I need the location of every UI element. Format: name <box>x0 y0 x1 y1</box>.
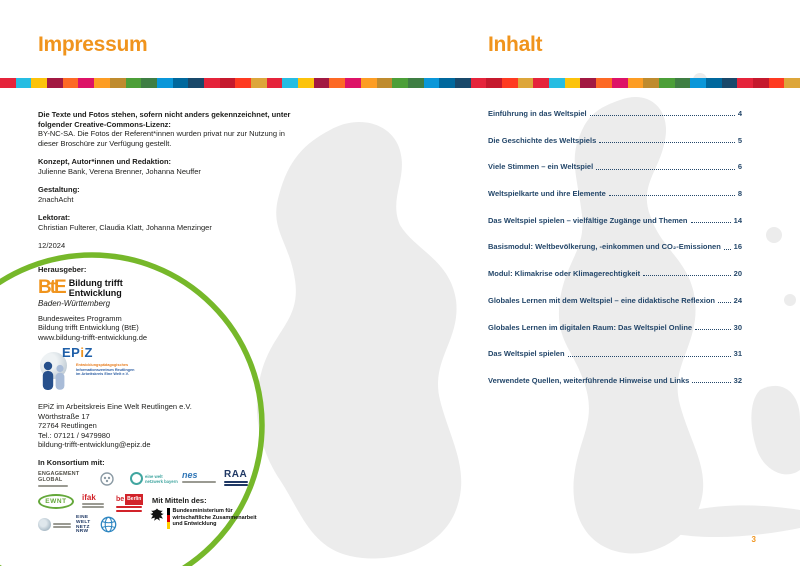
stripe-segment <box>204 78 220 88</box>
globe-subtext-1 <box>53 523 71 525</box>
bmz-ministry-name <box>173 508 257 528</box>
stripe-segment <box>78 78 94 88</box>
consortium-logos <box>38 470 320 548</box>
engagement-global-line1: ENGAGEMENT <box>38 471 80 477</box>
sdg-color-stripe <box>0 78 800 88</box>
stripe-segment <box>220 78 236 88</box>
license-body <box>38 129 320 148</box>
stripe-segment <box>737 78 753 88</box>
toc-entry[interactable] <box>488 136 742 146</box>
toc-entry[interactable] <box>488 109 742 119</box>
license-body-line: BY-NC-SA. Die Fotos der Referent*innen wurden privat nur zur Nutzung in <box>38 129 285 138</box>
toc-leader-dots <box>695 329 731 330</box>
stripe-segment <box>424 78 440 88</box>
stripe-segment <box>706 78 722 88</box>
stripe-segment <box>533 78 549 88</box>
bte-logo <box>38 279 320 298</box>
stripe-segment <box>282 78 298 88</box>
epiz-subtext-line: im Arbeitskreis Eine Welt e.V. <box>76 372 129 377</box>
engagement-global-line2: GLOBAL <box>38 477 63 483</box>
mini-globe-icon <box>38 518 51 531</box>
license-body-line: dieser Broschüre zur Verfügung gestellt. <box>38 138 172 148</box>
toc-entry-label: Das Weltspiel spielen – vielfältige Zugänge und Themen <box>488 215 688 225</box>
federal-eagle-icon <box>150 508 164 521</box>
toc-entry[interactable] <box>488 296 742 306</box>
toc-entry-label: Die Geschichte des Weltspiels <box>488 135 597 145</box>
toc-leader-dots <box>590 115 735 116</box>
credits <box>38 157 320 232</box>
toc-entry[interactable] <box>488 216 742 226</box>
ministry-line: wirtschaftliche Zusammenarbeit <box>172 514 257 521</box>
credit-item <box>38 157 320 176</box>
bte-name-line1: Bildung trifft <box>68 278 123 288</box>
network-globe-icon <box>100 516 117 533</box>
credit-label: Lektorat: <box>38 213 71 222</box>
stripe-segment <box>690 78 706 88</box>
credit-item <box>38 213 320 232</box>
epiz-logo-text <box>62 345 93 360</box>
license-intro <box>38 110 320 129</box>
epiz-abbr-i: i <box>80 345 85 360</box>
toc-leader-dots <box>692 382 730 383</box>
toc-entry-page: 31 <box>733 349 742 359</box>
toc-leader-dots <box>596 169 735 170</box>
toc-entry-page: 14 <box>733 215 742 225</box>
toc-entry-label: Basismodul: Weltbevölkerung, -einkommen und CO₂-Emissionen <box>488 242 721 252</box>
bte-program-line: Bundesweites Programm <box>38 313 122 323</box>
stripe-segment <box>612 78 628 88</box>
nrw-word: NRW <box>76 529 89 535</box>
globe-subtext-2 <box>53 526 71 528</box>
epiz-abbr-ep: EP <box>62 345 81 360</box>
consortium-label: In Konsortium mit: <box>38 457 105 467</box>
toc-leader-dots <box>599 142 735 143</box>
stripe-segment <box>251 78 267 88</box>
berlin-subtext-2 <box>116 510 142 512</box>
toc-entry[interactable] <box>488 376 742 386</box>
nes-subtext <box>182 481 216 483</box>
stripe-segment <box>63 78 79 88</box>
ewnb-line1: eine welt <box>145 473 163 479</box>
toc-entry-label: Einführung in das Weltspiel <box>488 109 587 118</box>
credit-label: Konzept, Autor*innen und Redaktion: <box>38 157 172 166</box>
ministry-line: Bundesministerium für <box>172 508 233 514</box>
ewnb-text <box>145 474 178 484</box>
toc-entry-page: 5 <box>737 135 742 145</box>
epiz-subtext <box>76 363 134 377</box>
toc-entry-page: 6 <box>737 162 742 172</box>
credit-value: 2nachAcht <box>38 194 74 204</box>
raa-subtext-1 <box>224 481 248 483</box>
nrw-word: EINE <box>76 515 89 520</box>
toc-entry-label: Viele Stimmen – ein Weltspiel <box>488 162 594 172</box>
email-address[interactable]: bildung-trifft-entwicklung@epiz.de <box>38 440 151 449</box>
stripe-segment <box>329 78 345 88</box>
toc-entry-page: 16 <box>733 242 742 252</box>
address-line: Tel.: 07121 / 9479980 <box>38 430 111 440</box>
toc-entry-page: 30 <box>733 322 742 332</box>
toc-entry-label: Globales Lernen im digitalen Raum: Das Weltspiel Online <box>488 322 693 332</box>
stripe-segment <box>455 78 471 88</box>
berlin-wordmark <box>116 494 143 505</box>
eine-welt-netz-nrw-logo <box>76 516 90 535</box>
raa-logo <box>224 470 248 486</box>
bte-logo-mark: BtE <box>38 277 65 298</box>
stripe-segment <box>518 78 534 88</box>
stripe-segment <box>769 78 785 88</box>
stripe-segment <box>0 78 16 88</box>
page-number: 3 <box>751 535 756 544</box>
toc-entry-page: 24 <box>733 295 742 305</box>
toc-leader-dots <box>691 222 731 223</box>
toc-entry-page: 8 <box>737 189 742 199</box>
ewnb-circle-icon <box>130 472 143 485</box>
stripe-segment <box>126 78 142 88</box>
stripe-segment <box>471 78 487 88</box>
stripe-segment <box>314 78 330 88</box>
stripe-segment <box>16 78 32 88</box>
stripe-segment <box>94 78 110 88</box>
round-emblem-logo <box>100 472 114 486</box>
stripe-segment <box>141 78 157 88</box>
stripe-segment <box>722 78 738 88</box>
toc-list <box>488 109 742 403</box>
toc-leader-dots <box>718 302 731 303</box>
stripe-segment <box>486 78 502 88</box>
bte-program-lines <box>38 314 320 343</box>
toc-leader-dots <box>643 275 731 276</box>
raa-subtext-2 <box>224 484 248 486</box>
toc-entry-label: Das Weltspiel spielen <box>488 349 565 359</box>
stripe-segment <box>47 78 63 88</box>
nes-logo <box>182 471 216 483</box>
eine-welt-netzwerk-bayern-logo <box>130 472 178 485</box>
stripe-segment <box>784 78 800 88</box>
address-line: Wörthstraße 17 <box>38 411 90 421</box>
ifak-wordmark: ifak <box>82 493 96 502</box>
stripe-segment <box>580 78 596 88</box>
stripe-segment <box>361 78 377 88</box>
stripe-segment <box>173 78 189 88</box>
emblem-icon <box>100 472 114 486</box>
toc-entry-page: 4 <box>737 109 742 118</box>
toc-entry[interactable] <box>488 189 742 199</box>
license-intro-line: Die Texte und Fotos stehen, sofern nicht anders gekennzeichnet, unter <box>38 110 291 119</box>
credit-value: Christian Fulterer, Claudia Klatt, Johanna Menzinger <box>38 222 212 232</box>
bte-website-link[interactable]: www.bildung-trifft-entwicklung.de <box>38 332 148 342</box>
credit-value: Julienne Bank, Verena Brenner, Johanna Neuffer <box>38 166 201 176</box>
raa-wordmark: RAA <box>224 469 248 480</box>
epiz-logo <box>38 345 320 394</box>
toc-entry-label: Modul: Klimakrise oder Klimagerechtigkeit <box>488 269 641 279</box>
stripe-segment <box>565 78 581 88</box>
stripe-segment <box>596 78 612 88</box>
nrw-word: WELT <box>76 519 91 525</box>
nrw-word: NETZ <box>76 524 90 530</box>
bte-name-line2: Entwicklung <box>68 287 122 298</box>
toc-entry-page: 20 <box>733 269 742 279</box>
epiz-address <box>38 402 320 450</box>
license-intro-line: folgender Creative-Commons-Lizenz: <box>38 119 171 129</box>
toc-leader-dots <box>609 195 735 196</box>
ifak-subtext-2 <box>82 506 104 508</box>
stripe-segment <box>628 78 644 88</box>
stripe-segment <box>377 78 393 88</box>
ewnb-line2: netzwerk bayern <box>145 478 178 484</box>
stripe-segment <box>235 78 251 88</box>
stripe-segment <box>392 78 408 88</box>
inhalt-title: Inhalt <box>488 33 543 56</box>
ewnt-logo <box>38 494 74 509</box>
toc-entry-label: Globales Lernen mit dem Weltspiel – eine didaktische Reflexion <box>488 295 716 305</box>
toc-entry[interactable] <box>488 242 742 252</box>
toc-entry-label: Verwendete Quellen, weiterführende Hinweise und Links <box>488 375 690 385</box>
stripe-segment <box>110 78 126 88</box>
toc-entry-page: 32 <box>733 375 742 385</box>
engagement-global-logo <box>38 471 79 487</box>
stripe-segment <box>675 78 691 88</box>
stripe-segment <box>439 78 455 88</box>
epiz-subtext-line: Informationszentrum Reutlingen <box>76 367 135 372</box>
stripe-segment <box>157 78 173 88</box>
ifak-logo <box>82 494 104 508</box>
people-icon <box>40 360 70 392</box>
berlin-subtext-1 <box>116 506 142 508</box>
stripe-segment <box>659 78 675 88</box>
network-globe-logo <box>100 516 117 536</box>
credit-item <box>38 185 320 204</box>
bte-region: Baden-Württemberg <box>38 299 111 308</box>
stripe-segment <box>753 78 769 88</box>
epiz-abbr-z: Z <box>84 345 93 360</box>
toc-entry[interactable] <box>488 349 742 359</box>
stripe-segment <box>267 78 283 88</box>
berlin-box: Berlin <box>125 494 143 505</box>
publisher-label: Herausgeber: <box>38 264 87 274</box>
bte-program-line: Bildung trifft Entwicklung (BtE) <box>38 323 139 332</box>
address-line: 72764 Reutlingen <box>38 421 97 430</box>
stripe-segment <box>408 78 424 88</box>
stripe-segment <box>31 78 47 88</box>
stripe-segment <box>502 78 518 88</box>
globe-logo-subtext <box>53 521 71 528</box>
funding-label: Mit Mitteln des: <box>152 496 207 505</box>
epiz-subtext-line: Entwicklungspädagogisches <box>76 363 129 367</box>
toc-entry[interactable] <box>488 162 742 172</box>
toc-entry-label: Weltspielkarte und ihre Elemente <box>488 189 606 199</box>
bmz-logo <box>150 508 257 529</box>
globe-network-logo <box>38 518 71 531</box>
engagement-global-subtext <box>38 485 68 487</box>
berlin-logo <box>116 494 143 512</box>
ministry-line: und Entwicklung <box>172 521 217 527</box>
stripe-segment <box>549 78 565 88</box>
toc-leader-dots <box>724 249 731 250</box>
ewnt-wordmark: EWNT <box>38 494 74 509</box>
berlin-prefix: be <box>116 495 125 503</box>
address-line: EPiZ im Arbeitskreis Eine Welt Reutlingen e.V. <box>38 402 192 411</box>
toc-entry[interactable] <box>488 323 742 333</box>
stripe-segment <box>643 78 659 88</box>
stripe-segment <box>345 78 361 88</box>
german-flag-bar <box>167 508 170 529</box>
toc-leader-dots <box>568 356 731 357</box>
nes-wordmark: nes <box>182 470 198 480</box>
stripe-segment <box>298 78 314 88</box>
stripe-segment <box>188 78 204 88</box>
impressum-title: Impressum <box>38 33 148 56</box>
credit-label: Gestaltung: <box>38 185 80 194</box>
bte-logo-name <box>69 279 123 298</box>
ifak-subtext-1 <box>82 503 104 505</box>
impressum-column <box>38 110 320 548</box>
publication-date: 12/2024 <box>38 241 66 250</box>
toc-entry[interactable] <box>488 269 742 279</box>
